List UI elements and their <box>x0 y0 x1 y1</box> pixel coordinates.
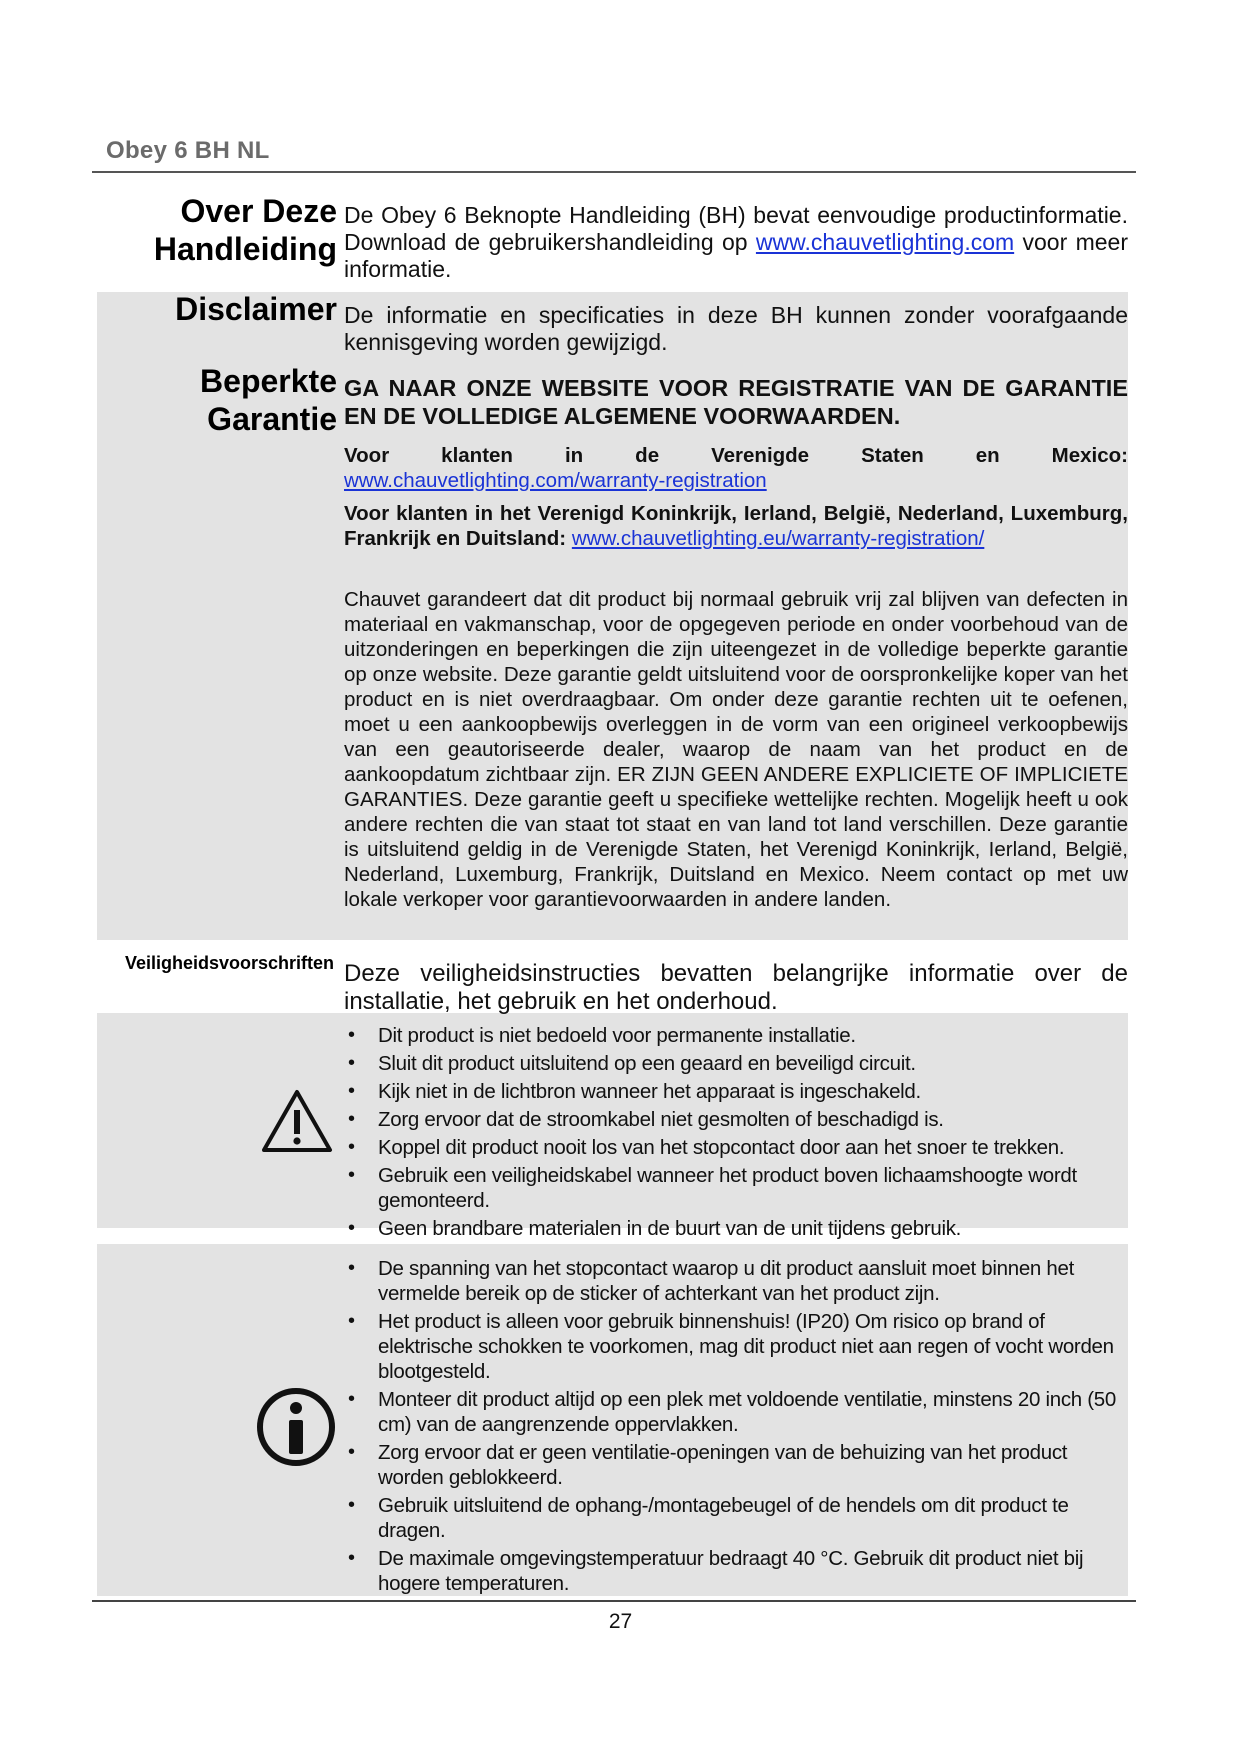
warranty-label-line2: Garantie <box>207 401 337 438</box>
disclaimer-label: Disclaimer <box>175 291 337 327</box>
warranty-eu <box>344 501 1128 551</box>
about-text-outro: voor meer informatie. <box>344 229 1129 282</box>
warranty-eu-label: Voor klanten in het Verenigd Koninkrijk, Ierland, België, Nederland, Luxemburg, Frankrijk en Duitsland: <box>344 502 1128 550</box>
list-item: • Zorg ervoor dat de stroomkabel niet gesmolten of beschadigd is. <box>344 1107 1134 1132</box>
about-website-link[interactable]: www.chauvetlighting.com <box>755 229 1015 255</box>
warranty-us-link[interactable]: www.chauvetlighting.com/warranty-registration <box>344 469 767 492</box>
about-text <box>344 202 1128 283</box>
header-title: Obey 6 BH NL <box>106 137 270 164</box>
info-list <box>344 1256 1134 1599</box>
safety-intro: Deze veiligheidsinstructies bevatten belangrijke informatie over de installatie, het gebruik en het onderhoud. <box>344 960 1128 1015</box>
about-section-label <box>154 192 337 269</box>
safety-label: Veiligheidsvoorschriften <box>124 953 334 973</box>
warning-triangle-icon <box>261 1088 333 1154</box>
page-number: 27 <box>608 1610 633 1633</box>
warranty-label-line1: Beperkte <box>200 363 337 399</box>
warranty-us-label: Voor klanten in de Verenigde Staten en Mexico: <box>344 444 1128 467</box>
footer-divider <box>92 1600 1136 1602</box>
list-item: • Monteer dit product altijd op een plek met voldoende ventilatie, minstens 20 inch (50 cm) van de aangrenzende oppervlakken. <box>344 1387 1134 1437</box>
list-item: • Het product is alleen voor gebruik binnenshuis! (IP20) Om risico op brand of elektrische schokken te voorkomen, mag dit product niet aan regen of vocht worden blootgesteld. <box>344 1309 1134 1384</box>
list-item: • Kijk niet in de lichtbron wanneer het apparaat is ingeschakeld. <box>344 1079 1134 1104</box>
list-item: • Sluit dit product uitsluitend op een geaard en beveiligd circuit. <box>344 1051 1134 1076</box>
list-item: • De spanning van het stopcontact waarop u dit product aansluit moet binnen het vermelde bereik op de sticker of achterkant van het product zijn. <box>344 1256 1134 1306</box>
warranty-eu-link[interactable]: www.chauvetlighting.eu/warranty-registration/ <box>571 527 985 550</box>
warranty-heading: GA NAAR ONZE WEBSITE VOOR REGISTRATIE VAN DE GARANTIE EN DE VOLLEDIGE ALGEMENE VOORWAARDEN. <box>344 375 1128 429</box>
about-label-line2: Handleiding <box>153 231 337 268</box>
about-label-line1: Over Deze <box>180 193 337 229</box>
list-item: • De maximale omgevingstemperatuur bedraagt 40 °C. Gebruik dit product niet bij hogere temperaturen. <box>344 1546 1134 1596</box>
list-item: • Koppel dit product nooit los van het stopcontact door aan het snoer te trekken. <box>344 1135 1134 1160</box>
warranty-us <box>344 443 1128 493</box>
page-header <box>92 133 1136 173</box>
disclaimer-text: De informatie en specificaties in deze BH kunnen zonder voorafgaande kennisgeving worden gewijzigd. <box>344 302 1128 355</box>
warranty-label <box>200 362 337 439</box>
info-circle-icon <box>255 1386 337 1468</box>
list-item: • Zorg ervoor dat er geen ventilatie-openingen van de behuizing van het product worden geblokkeerd. <box>344 1440 1134 1490</box>
list-item: • Dit product is niet bedoeld voor permanente installatie. <box>344 1023 1134 1048</box>
list-item: • Gebruik een veiligheidskabel wanneer het product boven lichaamshoogte wordt gemonteerd. <box>344 1163 1134 1213</box>
list-item: • Gebruik uitsluitend de ophang-/montagebeugel of de hendels om dit product te dragen. <box>344 1493 1134 1543</box>
about-text-intro: De Obey 6 Beknopte Handleiding (BH) bevat eenvoudige productinformatie. Download de gebruikershandleiding op <box>344 202 1128 255</box>
warranty-paragraph: Chauvet garandeert dat dit product bij normaal gebruik vrij zal blijven van defecten in materiaal en vakmanschap, voor de opgegeven periode en onder voorbehoud van de uitzonderingen en beperkingen die zijn uiteengezet in de volledige beperkte garantie op onze website. Deze garantie geldt uitsluitend voor de oorspronkelijke koper van het product en is niet overdraagbaar. Om onder deze garantie rechten uit te oefenen, moet u een aankoopbewijs overleggen in de vorm van een origineel verkoopbewijs van een geautoriseerde dealer, waarop de naam van het product en de aankoopdatum zichtbaar zijn. ER ZIJN GEEN ANDERE EXPLICIETE OF IMPLICIETE GARANTIES. Deze garantie geeft u specifieke wettelijke rechten. Mogelijk heeft u ook andere rechten die van staat tot staat en van land tot land verschillen. Deze garantie is uitsluitend geldig in de Verenigde Staten, het Verenigd Koninkrijk, Ierland, België, Nederland, Luxemburg, Frankrijk, Duitsland en Mexico. Neem contact op met uw lokale verkoper voor garantievoorwaarden in andere landen. <box>344 588 1128 911</box>
warning-list <box>344 1023 1134 1244</box>
list-item: • Geen brandbare materialen in de buurt van de unit tijdens gebruik. <box>344 1216 1134 1241</box>
